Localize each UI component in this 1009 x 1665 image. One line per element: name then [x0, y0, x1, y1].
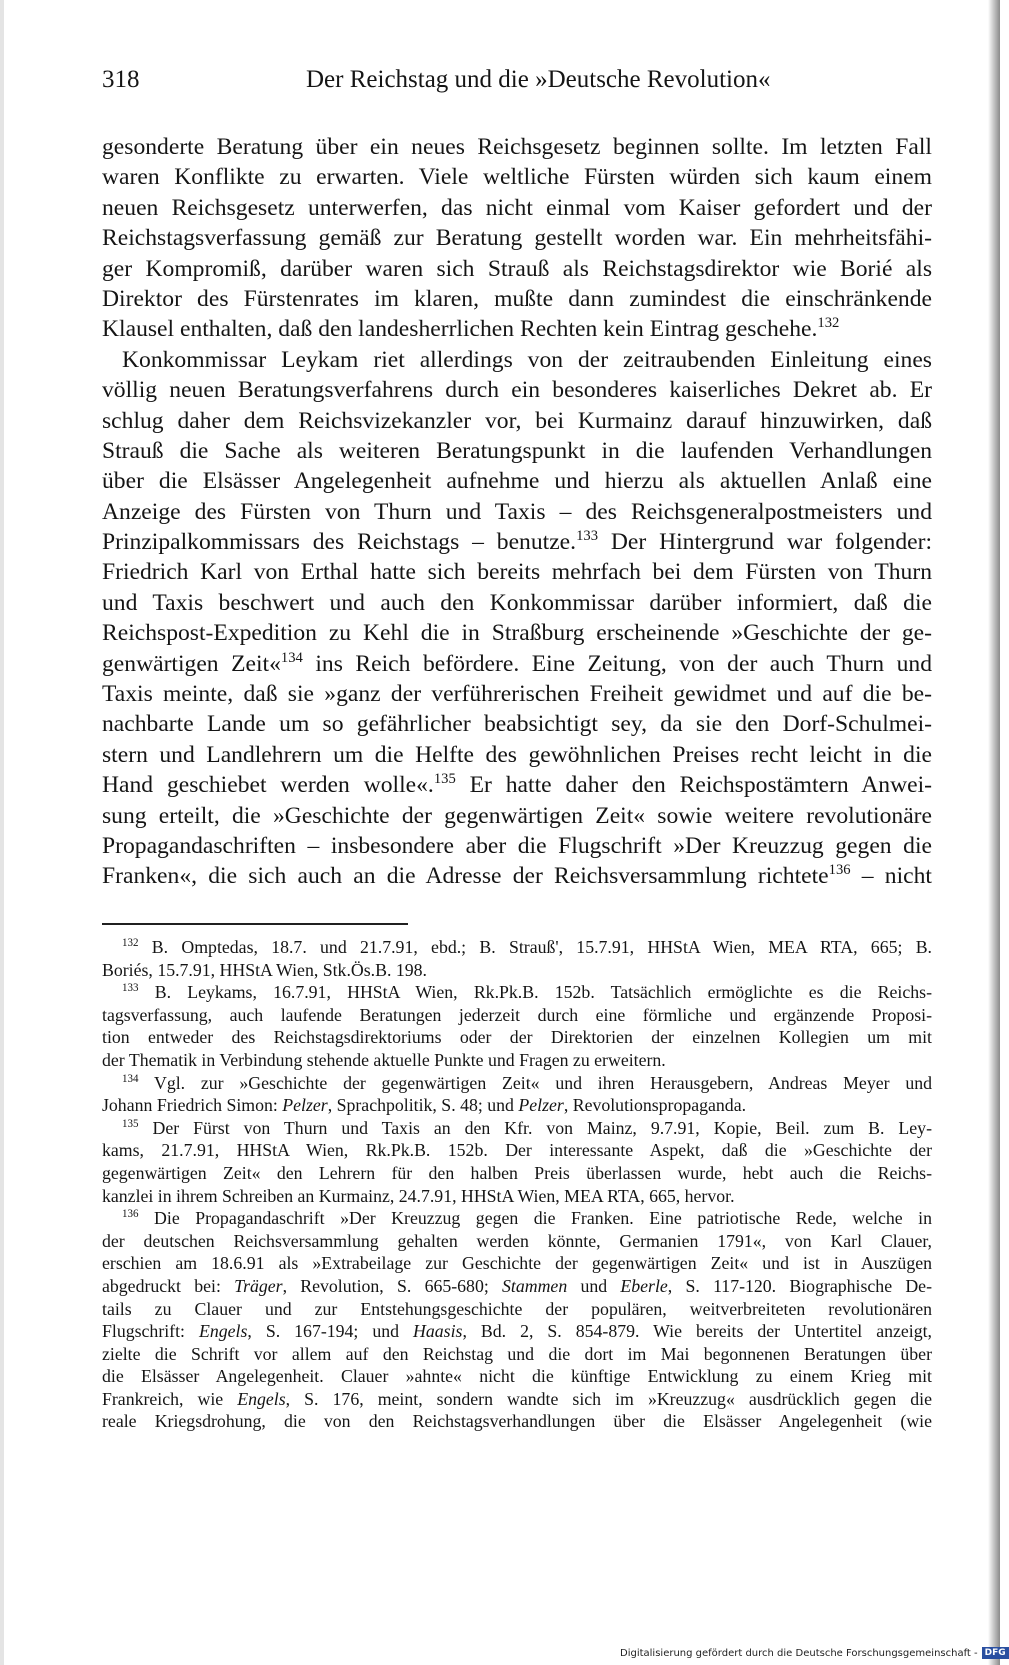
- footnote-text: , Revolution, S. 665-680;: [282, 1275, 503, 1296]
- footnote-ref: 136: [828, 862, 851, 879]
- footnote-text: B. Omptedas, 18.7. und 21.7.91, ebd.; B. Strauß', 15.7.91, HHStA Wien, MEA RTA, 665; B.: [138, 937, 932, 957]
- footnote-text: Der Fürst von Thurn und Taxis an den Kfr. von Mainz, 9.7.91, Kopie, Beil. zum B. Ley-: [138, 1117, 932, 1138]
- footnote-text: und: [567, 1275, 621, 1296]
- cited-author: Eberle: [620, 1275, 668, 1296]
- body-line: [102, 770, 932, 800]
- footnote-text: , Sprachpolitik, S. 48; und: [327, 1095, 519, 1116]
- body-line: [102, 466, 932, 496]
- footnote-line: [102, 936, 932, 959]
- footnote-line: [102, 1207, 932, 1230]
- footnote-number: 132: [122, 937, 139, 950]
- footnote-text: der deutschen Reichsversammlung gehalten werden könnte, Germanien 1791«, von Karl Clauer,: [102, 1230, 932, 1251]
- body-line: [102, 132, 932, 162]
- footnote-text: Frankreich, wie: [102, 1388, 238, 1409]
- body-line-text: Friedrich Karl von Erthal hatte sich bereits mehrfach bei dem Fürsten von Thurn: [102, 559, 932, 586]
- main-text: [102, 132, 932, 892]
- cited-author: Träger: [234, 1275, 283, 1296]
- body-line-text: Hand geschiebet werden wolle«.: [102, 772, 434, 799]
- footnote-line: [102, 1320, 932, 1343]
- footnote-line: [102, 1230, 932, 1253]
- footnote-text: , Bd. 2, S. 854-879. Wie bereits der Untertitel anzeigt,: [462, 1321, 933, 1342]
- cited-author: Stammen: [502, 1275, 568, 1296]
- footnote-ref: 134: [280, 649, 303, 666]
- cited-author: Pelzer: [282, 1095, 328, 1116]
- footnote-line: [102, 1298, 932, 1321]
- footnote-text: Johann Friedrich Simon:: [102, 1095, 283, 1116]
- body-line: [102, 709, 932, 739]
- footnote-text: reale Kriegsdrohung, die von den Reichstagsverhandlungen über die Elsässer Angelegenheit (wie: [102, 1411, 932, 1432]
- body-line: [102, 406, 932, 436]
- body-line: [102, 162, 932, 192]
- footnote-text: erschien am 18.6.91 als »Extrabeilage zur Geschichte der gegenwärtigen Zeit« und ist in Auszügen: [102, 1253, 932, 1274]
- dfg-logo: DFG: [982, 1647, 1009, 1659]
- body-line: [102, 588, 932, 618]
- body-line: [102, 618, 932, 648]
- body-line-text: völlig neuen Beratungsverfahrens durch ein besonderes kaiserliches Dekret ab. Er: [102, 377, 932, 404]
- page-number: 318: [102, 66, 140, 93]
- body-line-text: über die Elsässer Angelegenheit aufnehme und hierzu als aktuellen Anlaß eine: [102, 468, 932, 495]
- footnotes: [102, 936, 932, 1433]
- footnote-line: [102, 1343, 932, 1366]
- body-line-text: Anzeige des Fürsten von Thurn und Taxis – des Reichsgeneralpostmeisters und: [102, 498, 932, 525]
- footnote-ref: 132: [817, 315, 840, 332]
- body-line-text: nachbarte Lande um so gefährlicher beabsichtigt sey, da sie den Dorf-Schulmei-: [102, 711, 932, 738]
- footnote-line: [102, 959, 932, 982]
- body-line-text: Direktor des Fürstenrates im klaren, mußte dann zumindest die einschränkende: [102, 285, 932, 312]
- body-line-text: neuen Reichsgesetz unterwerfen, das nicht einmal vom Kaiser gefordert und der: [102, 194, 932, 221]
- footnote-ref: 135: [433, 771, 456, 788]
- footnote-separator: [102, 923, 408, 925]
- footnote-text: , S. 167-194; und: [247, 1321, 414, 1342]
- footnote-text: abgedruckt bei:: [102, 1275, 235, 1296]
- footnote-text: kanzlei in ihrem Schreiben an Kurmainz, 24.7.91, HHStA Wien, MEA RTA, 665, hervor.: [102, 1185, 735, 1206]
- footnote-number: 133: [122, 982, 139, 995]
- footnote-line: [102, 1162, 932, 1185]
- body-line: [102, 831, 932, 861]
- footnote-text: Vgl. zur »Geschichte der gegenwärtigen Zeit« und ihren Herausgebern, Andreas Meyer und: [138, 1072, 932, 1093]
- footnote-text: Die Propagandaschrift »Der Kreuzzug gegen die Franken. Eine patriotische Rede, welche in: [138, 1208, 932, 1229]
- body-line-text: Reichspost-Expedition zu Kehl die in Straßburg erscheinende »Geschichte der ge-: [102, 620, 932, 647]
- footnote-text: tion entweder des Reichstagsdirektoriums oder der Direktorien der einzelnen Kollegien um mit: [102, 1027, 932, 1048]
- footnote-number: 135: [122, 1117, 139, 1130]
- cited-author: Engels: [237, 1388, 286, 1409]
- body-line-text: Prinzipalkommissars des Reichstags – benutze.: [102, 529, 577, 556]
- footnote-text: , S. 176, meint, sondern wandte sich im »Kreuzzug« ausdrücklich gegen die: [285, 1388, 933, 1409]
- footnote-line: [102, 1365, 932, 1388]
- footnote-number: 134: [122, 1072, 139, 1085]
- running-title: Der Reichstag und die »Deutsche Revolution«: [306, 66, 771, 93]
- body-line: [102, 254, 932, 284]
- body-line-text: genwärtigen Zeit«: [102, 650, 281, 677]
- body-line: [102, 284, 932, 314]
- footnote-text: die Elsässer Angelegenheit. Clauer »ahnte« nicht die künftige Entwicklung zu einem Krieg mit: [102, 1366, 932, 1387]
- footnote-text: , S. 117-120. Biographische De-: [667, 1275, 932, 1296]
- body-line-text: schlug daher dem Reichsvizekanzler vor, bei Kurmainz darauf hinzuwirken, daß: [102, 407, 932, 434]
- scan-left-edge: [0, 0, 4, 1665]
- footnote-text: gegenwärtigen Zeit« den Lehrern für den halben Preis überlassen wurde, hebt auch die Reichs-: [102, 1162, 932, 1183]
- body-line: [102, 314, 932, 344]
- body-line-text: stern und Landlehrern um die Helfte des gewöhnlichen Preises recht leicht in die: [102, 741, 932, 768]
- body-line-text: gesonderte Beratung über ein neues Reichsgesetz beginnen sollte. Im letzten Fall: [102, 134, 932, 160]
- footnote-line: [102, 1026, 932, 1049]
- footnote-text: Flugschrift:: [102, 1321, 199, 1342]
- body-line: [102, 679, 932, 709]
- body-line: [102, 861, 932, 891]
- digitization-credit: [620, 1647, 1006, 1661]
- body-line-text: Propagandaschriften – insbesondere aber die Flugschrift »Der Kreuzzug gegen die: [102, 832, 932, 859]
- body-line-text: Reichstagsverfassung gemäß zur Beratung gestellt worden war. Ein mehrheitsfähi-: [102, 225, 932, 252]
- body-line: [102, 375, 932, 405]
- footnote-text: B. Leykams, 16.7.91, HHStA Wien, Rk.Pk.B. 152b. Tatsächlich ermöglichte es die Reichs-: [138, 982, 932, 1003]
- footnote-text: Boriés, 15.7.91, HHStA Wien, Stk.Ös.B. 198.: [102, 959, 427, 980]
- footnote-text: tagsverfassung, auch laufende Beratungen jederzeit durch eine förmliche und ergänzende Proposi-: [102, 1004, 932, 1025]
- body-line: [102, 223, 932, 253]
- body-line-text: Klausel enthalten, daß den landesherrlichen Rechten kein Eintrag geschehe.: [102, 316, 818, 343]
- body-line-text: Taxis meinte, daß sie »ganz der verführerischen Freiheit gewidmet und auf die be-: [102, 681, 932, 708]
- body-line: [102, 649, 932, 679]
- footnote-line: [102, 1117, 932, 1140]
- body-line-text: Franken«, die sich auch an die Adresse der Reichsversammlung richtete: [102, 863, 829, 890]
- body-line-text: Er hatte daher den Reichspostämtern Anwei-: [455, 772, 932, 799]
- footnote-text: , Revolutionspropaganda.: [563, 1095, 747, 1116]
- credit-text: Digitalisierung gefördert durch die Deutsche Forschungsgemeinschaft -: [620, 1648, 978, 1659]
- footnote-text: zielte die Schrift vor allem auf den Reichstag und die dort im Mai begonnenen Beratungen über: [102, 1343, 932, 1364]
- body-line-text: sung erteilt, die »Geschichte der gegenwärtigen Zeit« sowie weitere revolutionäre: [102, 802, 932, 829]
- footnote-line: [102, 1072, 932, 1095]
- footnote-line: [102, 1185, 932, 1208]
- body-line-text: Strauß die Sache als weiteren Beratungspunkt in die laufenden Verhandlungen: [102, 437, 932, 464]
- footnote-text: tails zu Clauer und zur Entstehungsgeschichte der populären, weitverbreiteten revolutionären: [102, 1298, 932, 1319]
- page-header: [102, 66, 932, 106]
- body-line: [102, 193, 932, 223]
- footnote-line: [102, 1139, 932, 1162]
- body-line-text: Konkommissar Leykam riet allerdings von der zeitraubenden Einleitung eines: [122, 346, 932, 373]
- body-line: [102, 557, 932, 587]
- footnote-line: [102, 1004, 932, 1027]
- body-line: [102, 801, 932, 831]
- footnote-line: [102, 1388, 932, 1411]
- body-line-text: Der Hintergrund war folgender:: [598, 529, 932, 556]
- footnote-line: [102, 1049, 932, 1072]
- footnote-ref: 133: [576, 528, 598, 545]
- body-line-text: ins Reich befördere. Eine Zeitung, von der auch Thurn und: [302, 650, 932, 677]
- footnote-line: [102, 1094, 932, 1117]
- scan-right-edge: [988, 0, 1000, 1665]
- footnote-number: 136: [122, 1208, 139, 1221]
- cited-author: Pelzer: [518, 1095, 564, 1116]
- footnote-line: [102, 981, 932, 1004]
- body-line: [102, 740, 932, 770]
- footnote-text: kams, 21.7.91, HHStA Wien, Rk.Pk.B. 152b. Der interessante Aspekt, daß die »Geschichte der: [102, 1140, 932, 1161]
- footnote-line: [102, 1410, 932, 1433]
- footnote-text: der Thematik in Verbindung stehende aktuelle Punkte und Fragen zu erweitern.: [102, 1049, 666, 1070]
- cited-author: Haasis: [413, 1321, 463, 1342]
- body-line-text: – nicht: [850, 863, 932, 890]
- body-line: [102, 497, 932, 527]
- footnote-line: [102, 1252, 932, 1275]
- body-line-text: ger Kompromiß, darüber waren sich Strauß als Reichstagsdirektor wie Borié als: [102, 255, 932, 282]
- footnote-line: [102, 1275, 932, 1298]
- body-line: [102, 345, 932, 375]
- body-line: [102, 527, 932, 557]
- body-line-text: waren Konflikte zu erwarten. Viele weltliche Fürsten würden sich kaum einem: [102, 164, 932, 191]
- body-line: [102, 436, 932, 466]
- cited-author: Engels: [198, 1321, 248, 1342]
- body-line-text: und Taxis beschwert und auch den Konkommissar darüber informiert, daß die: [102, 589, 932, 616]
